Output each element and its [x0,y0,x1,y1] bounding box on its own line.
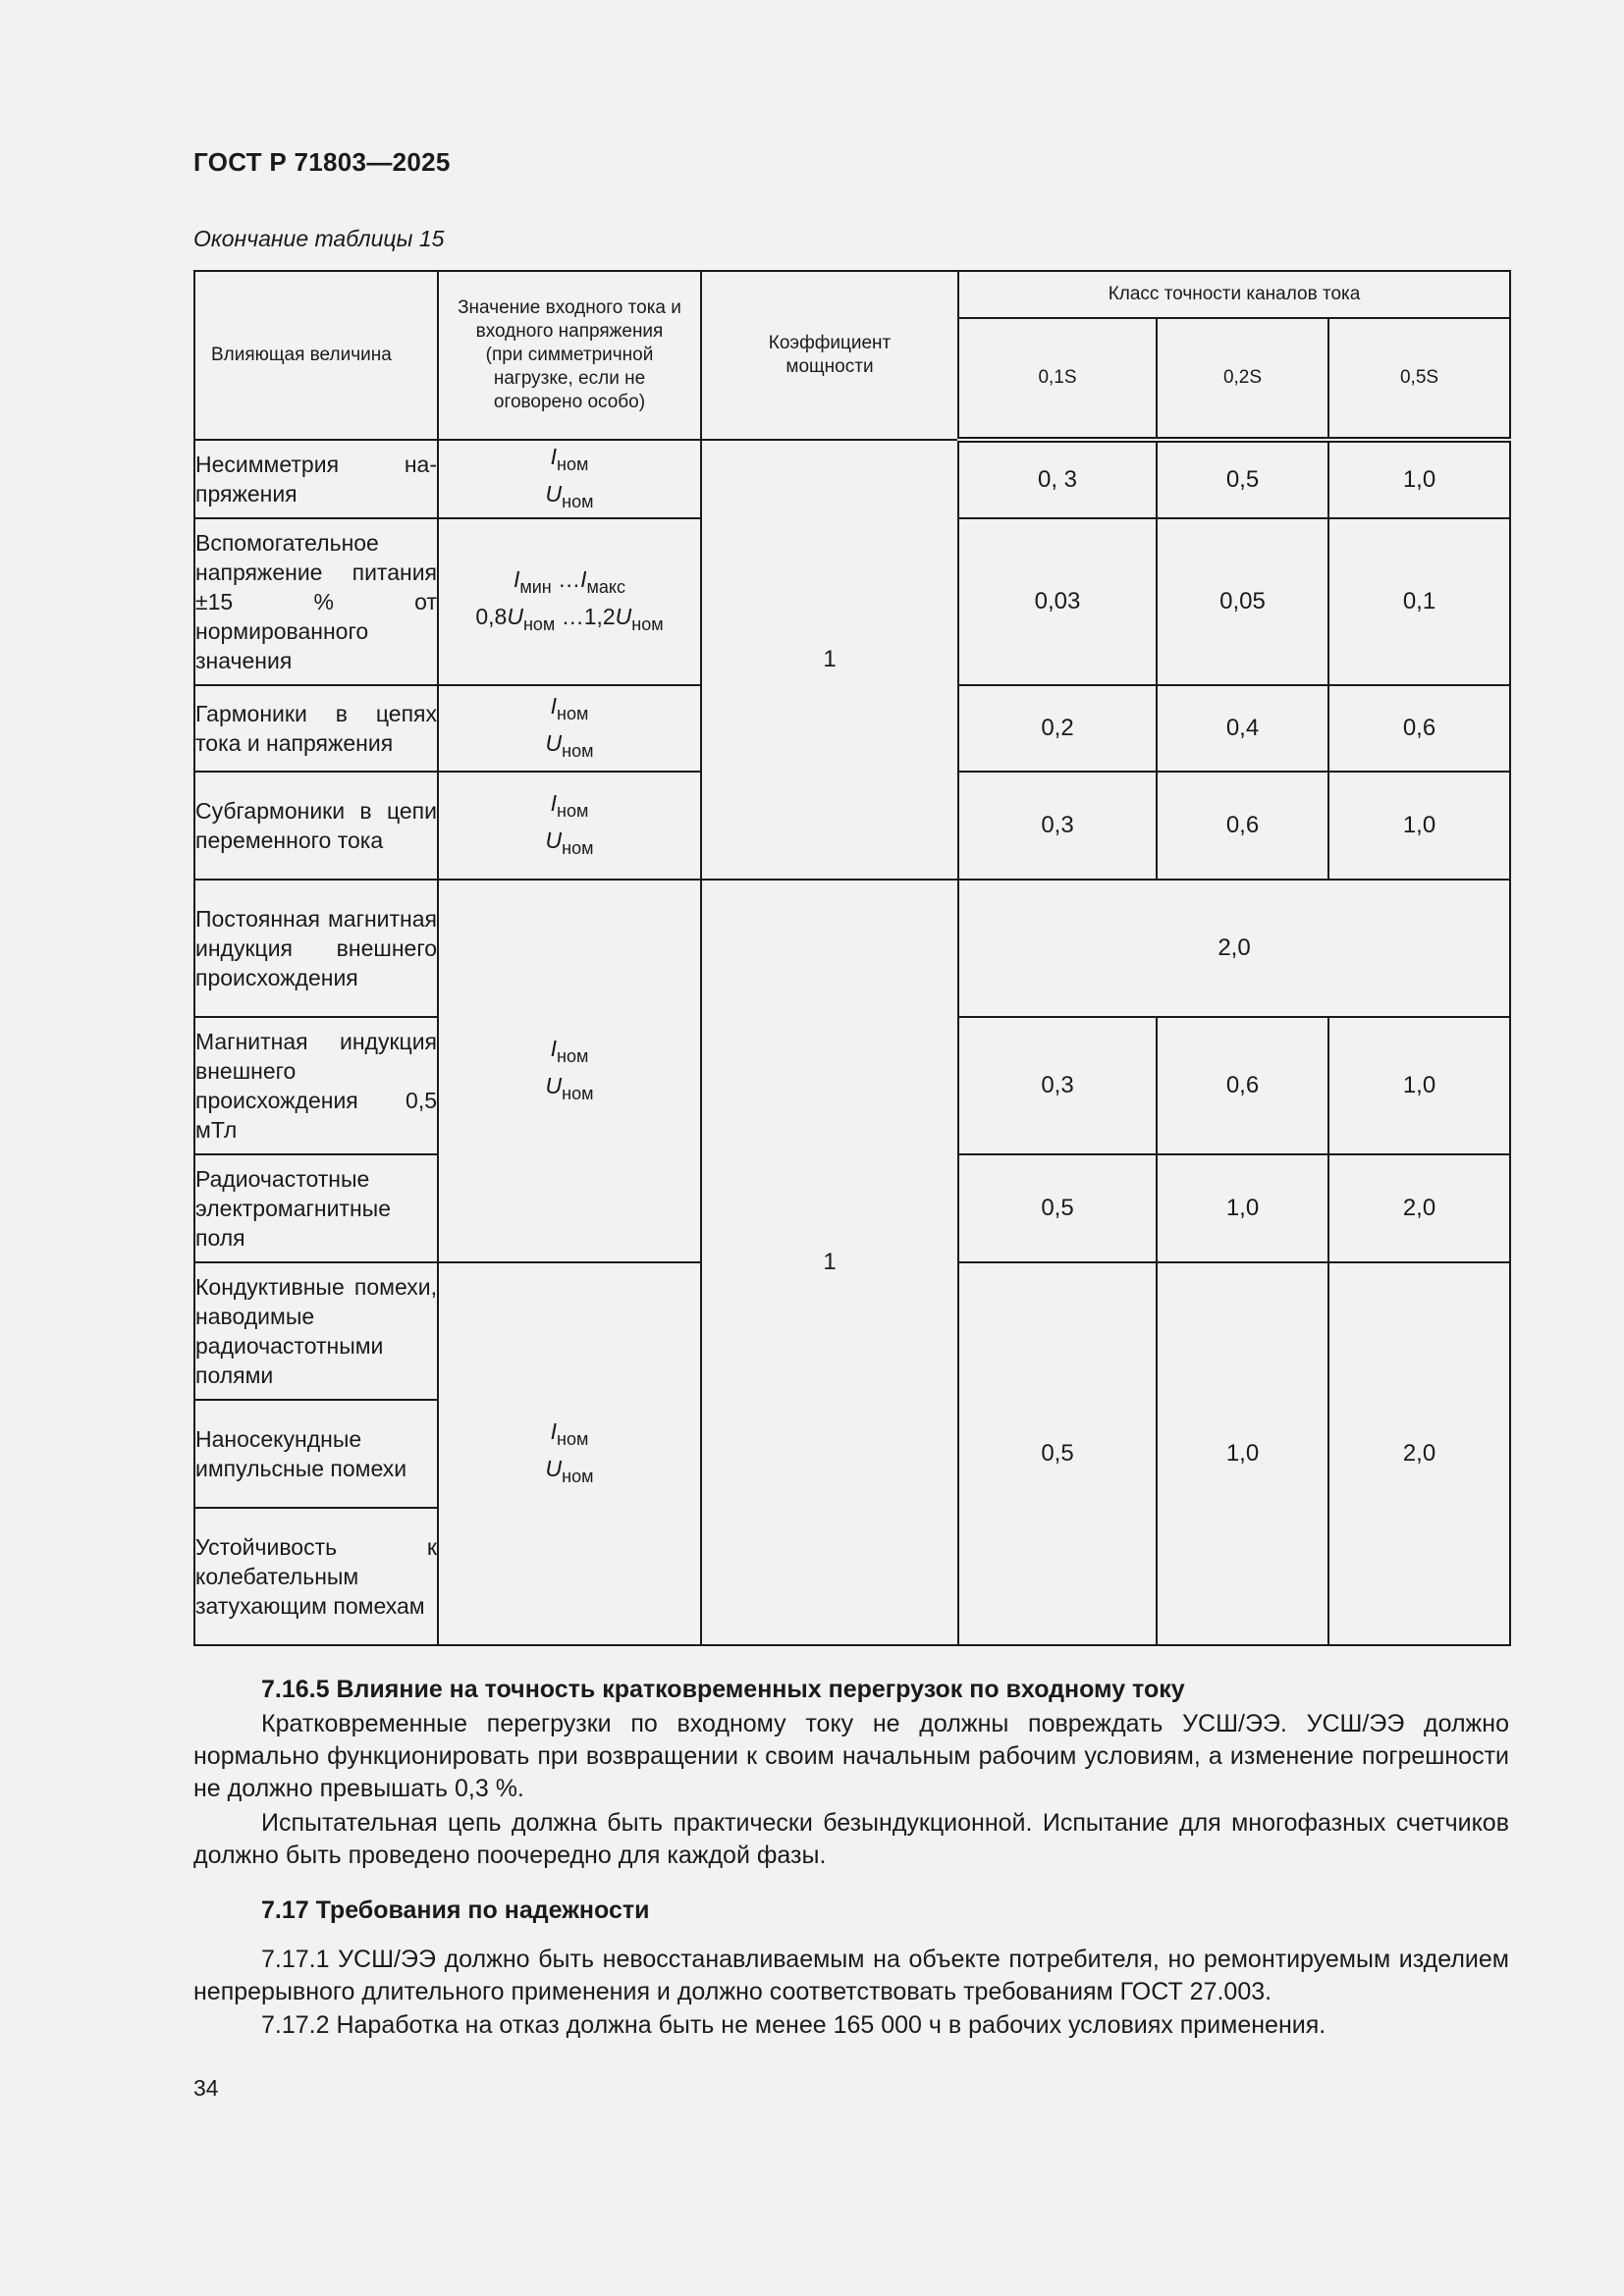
value-05s: 2,0 [1328,1262,1510,1645]
value-05s: 1,0 [1328,772,1510,880]
power-factor-value: 1 [701,880,958,1645]
value-01s: 0,3 [958,1017,1157,1154]
table-caption: Окончание таблицы 15 [193,226,445,251]
value-02s: 1,0 [1157,1154,1328,1262]
input-conditions: $I_{ном}$ $U_{ном}$ [438,772,701,880]
value-02s: 0,5 [1157,440,1328,518]
influence-name: Несимметрия напряжения [194,440,438,518]
document-id: ГОСТ Р 71803—2025 [193,147,451,177]
input-conditions: $I_{ном}$ $U_{ном}$ [438,880,701,1262]
influence-name: Наносекундные импульсные помехи [194,1400,438,1508]
value-05s: 2,0 [1328,1154,1510,1262]
input-conditions: $I_{ном}$ $U_{ном}$ [438,1262,701,1645]
value-01s: 0,03 [958,518,1157,685]
value-01s: 0,5 [958,1154,1157,1262]
value-05s: 1,0 [1328,440,1510,518]
col-header-conditions: Значение входного тока и входного напряжения (при симметричной нагрузке, если не оговорено особо) [438,271,701,440]
value-05s: 0,1 [1328,518,1510,685]
col-header-class-02s: 0,2S [1157,318,1328,440]
page-number: 34 [193,2075,219,2101]
value-02s: 0,6 [1157,772,1328,880]
influence-name: Устойчивость к колебательным затухающим помехам [194,1508,438,1645]
value-02s: 0,6 [1157,1017,1328,1154]
col-header-power-factor: Коэффициент мощности [701,271,958,440]
value-05s: 1,0 [1328,1017,1510,1154]
col-header-class-01s: 0,1S [958,318,1157,440]
paragraph: Испытательная цепь должна быть практически безындукционной. Испытание для многофазных счетчиков должно быть проведено поочередно для каждой фазы. [193,1809,1509,1869]
paragraph: 7.17.2 Наработка на отказ должна быть не менее 165 000 ч в рабочих условиях применения. [261,2011,1326,2039]
table-row [194,440,1510,518]
section-heading-7-16-5: 7.16.5 Влияние на точность кратковременных перегрузок по входному току [261,1676,1185,1703]
section-heading-7-17: 7.17 Требования по надежности [261,1896,650,1924]
value-02s: 0,05 [1157,518,1328,685]
col-header-accuracy-class: Класс точности каналов тока [958,271,1510,318]
input-conditions: $I_{мин}$ $\dots I_{макс}$ $0,8U_{ном}$ $\dots 1,2U_{ном}$ [438,518,701,685]
influence-name: Субгармоники в цепи переменного тока [194,772,438,880]
input-conditions: $I_{ном}$ $U_{ном}$ [438,440,701,518]
value-01s: 0, 3 [958,440,1157,518]
power-factor-value: 1 [701,440,958,880]
value-merged: 2,0 [958,880,1510,1017]
value-02s: 1,0 [1157,1262,1328,1645]
influence-name: Гармоники в цепях тока и напряжения [194,685,438,772]
influence-name: Магнитная индукция внешнего происхождения 0,5 мТл [194,1017,438,1154]
influence-name: Кондуктивные помехи, наводимые радиочастотными полями [194,1262,438,1400]
value-02s: 0,4 [1157,685,1328,772]
influence-name: Вспомогательное напряжение питания ±15 % от нормированного значения [194,518,438,685]
paragraph: Кратковременные перегрузки по входному току не должны повреждать УСШ/ЭЭ. УСШ/ЭЭ должно нормально функционировать при возвращении к своим начальным рабочим условиям, а изменение погрешности не должно превышать 0,3 %. [193,1710,1509,1802]
value-01s: 0,3 [958,772,1157,880]
influence-name: Постоянная магнитная индукция внешнего происхождения [194,880,438,1017]
influence-name: Радиочастотные электромагнитные поля [194,1154,438,1262]
value-05s: 0,6 [1328,685,1510,772]
table-row [194,880,1510,1017]
input-conditions: $I_{ном}$ $U_{ном}$ [438,685,701,772]
table-15 [193,270,1511,1646]
paragraph: 7.17.1 УСШ/ЭЭ должно быть невосстанавливаемым на объекте потребителя, но ремонтируемым изделием непрерывного длительного применения и должно соответствовать требованиям ГОСТ 27.003. [193,1946,1509,2005]
col-header-class-05s: 0,5S [1328,318,1510,440]
value-01s: 0,5 [958,1262,1157,1645]
value-01s: 0,2 [958,685,1157,772]
col-header-influence: Влияющая величина [194,271,438,440]
